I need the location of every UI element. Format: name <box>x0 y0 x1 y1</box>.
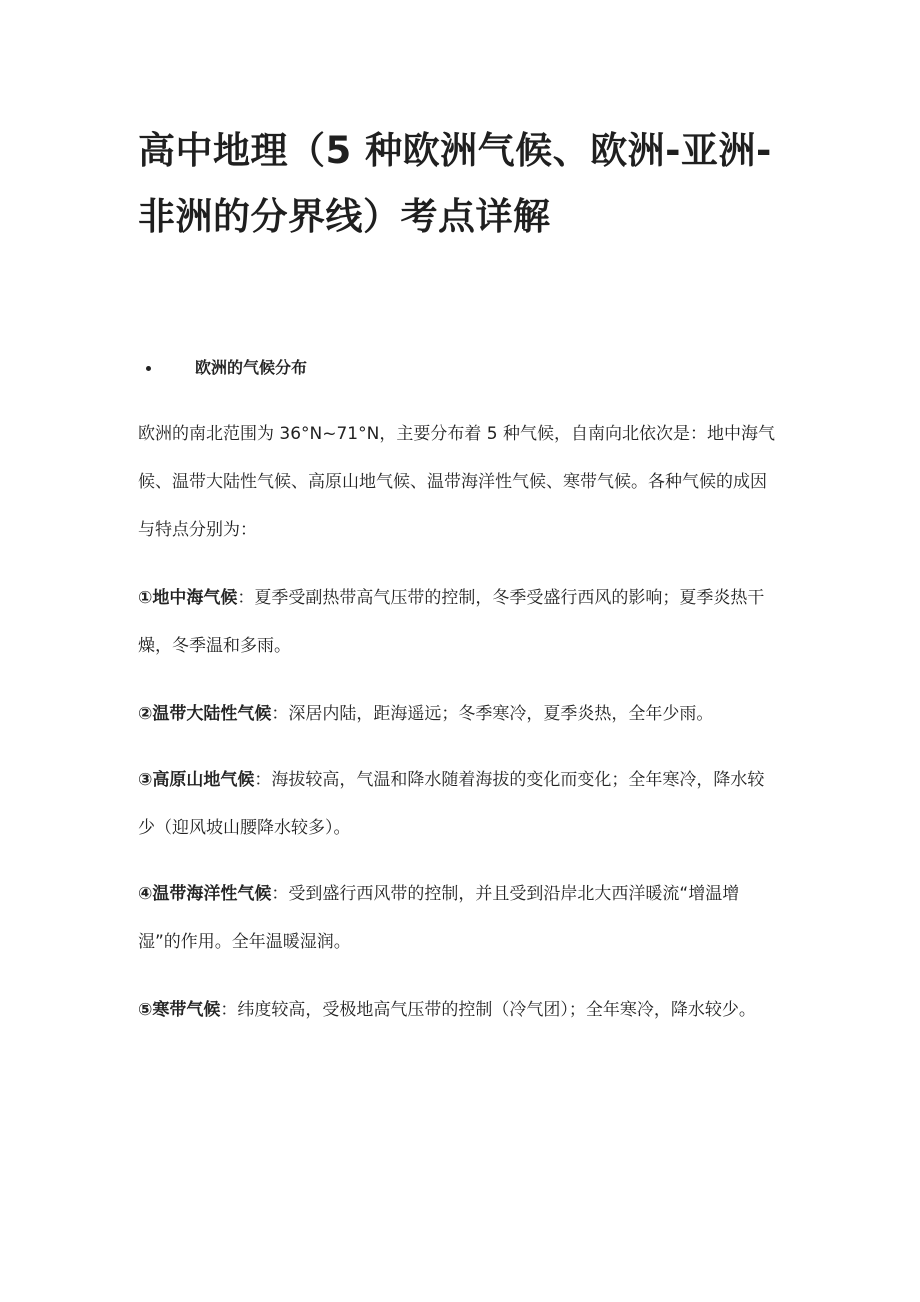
climate-label: ①地中海气候 <box>138 588 238 608</box>
climate-label: ④温带海洋性气候 <box>138 884 272 904</box>
climate-paragraph-highland <box>138 756 778 852</box>
climate-paragraph-continental <box>138 690 778 738</box>
climate-description: ：夏季受副热带高气压带的控制，冬季受盛行西风的影响；夏季炎热干燥，冬季温和多雨。 <box>138 588 765 656</box>
bullet-icon <box>146 366 151 371</box>
intro-paragraph: 欧洲的南北范围为 36°N~71°N，主要分布着 5 种气候，自南向北依次是：地中海气候、温带大陆性气候、高原山地气候、温带海洋性气候、寒带气候。各种气候的成因与特点分别为： <box>138 424 775 540</box>
climate-paragraph-polar <box>138 986 778 1034</box>
section-heading: 欧洲的气候分布 <box>195 358 308 377</box>
climate-description: ：纬度较高，受极地高气压带的控制（冷气团）；全年寒冷，降水较少。 <box>220 1000 756 1020</box>
climate-description: ：受到盛行西风带的控制，并且受到沿岸北大西洋暖流“增温增湿”的作用。全年温暖湿润。 <box>138 884 740 952</box>
climate-label: ③高原山地气候 <box>138 770 255 790</box>
document-title: 高中地理（5 种欧洲气候、欧洲-亚洲-非洲的分界线）考点详解 <box>138 129 772 238</box>
climate-label: ②温带大陆性气候 <box>138 704 272 724</box>
climate-description: ：深居内陆，距海遥远；冬季寒冷，夏季炎热，全年少雨。 <box>271 704 714 724</box>
climate-description: ：海拔较高，气温和降水随着海拔的变化而变化；全年寒冷，降水较少（迎风坡山腰降水较多）。 <box>138 770 765 838</box>
section-header <box>146 352 786 384</box>
climate-paragraph-mediterranean <box>138 574 778 670</box>
climate-label: ⑤寒带气候 <box>138 1000 221 1020</box>
climate-paragraph-oceanic <box>138 870 778 966</box>
